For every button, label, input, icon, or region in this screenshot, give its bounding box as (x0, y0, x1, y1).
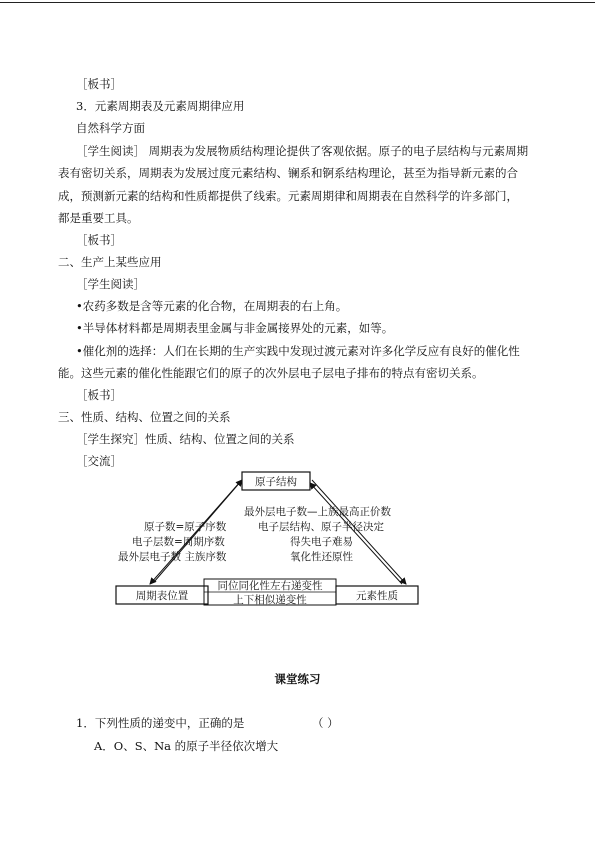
periodic-position-label: 周期表位置 (135, 590, 189, 602)
heading-natural-science: 自然科学方面 (76, 121, 145, 135)
section-heading-relationships: 三、性质、结构、位置之间的关系 (58, 410, 231, 424)
bullet-pesticides: •农药多数是含等元素的化合物，在周期表的右上角。 (76, 299, 348, 313)
heading-periodic-table-application: 3．元素周期表及元素周期律应用 (76, 99, 245, 113)
label-redox: 氧化性还原性 (290, 551, 353, 563)
board-note-2: ［板书］ (76, 233, 122, 247)
bullet-semiconductors: •半导体材料都是周期表里金属与非金属接界处的元素，如等。 (76, 321, 394, 335)
question-1-answer-blank: （ ） (312, 716, 339, 730)
question-1-stem: 1．下列性质的递变中，正确的是 (76, 716, 245, 730)
board-note-1: ［板书］ (76, 77, 122, 91)
bullet-catalyst-line-1: •催化剂的选择：人们在长期的生产实践中发现过渡元素对许多化学反应有良好的催化性 (76, 344, 520, 358)
student-inquiry: ［学生探究］性质、结构、位置之间的关系 (76, 432, 295, 446)
label-structure-radius: 电子层结构、原子半径决定 (258, 521, 384, 533)
atomic-structure-label: 原子结构 (255, 476, 297, 488)
label-atomic-number: 原子数=原子序数 (144, 521, 227, 533)
reading-paragraph-line-2: 表有密切关系，周期表为发展过度元素结构、镧系和锕系结构理论，甚至为指导新元素的合 (58, 166, 518, 180)
page-top-rule (0, 2, 595, 3)
exercise-section-title: 课堂练习 (274, 672, 321, 686)
question-1-option-a: A．O、S、Na 的原子半径依次增大 (94, 739, 279, 753)
reading-paragraph-line-3: 成，预测新元素的结构和性质都提供了线索。元素周期律和周期表在自然科学的许多部门， (58, 189, 518, 203)
label-valence-max-valence: 最外层电子数—上族最高正价数 (244, 506, 391, 518)
label-group-trend: 上下相似递变性 (233, 594, 307, 606)
element-property-label: 元素性质 (356, 590, 398, 602)
arrow-property-to-structure (310, 483, 402, 584)
reading-paragraph-line-4: 都是重要工具。 (58, 211, 139, 225)
reading-paragraph-line-1: ［学生阅读］ 周期表为发展物质结构理论提供了客观依据。原子的电子层结构与元素周期 (76, 144, 529, 158)
exchange-label: ［交流］ (76, 454, 122, 468)
student-reading-label: ［学生阅读］ (76, 277, 145, 291)
label-shell-count: 电子层数=周期序数 (132, 536, 225, 548)
label-valence-group: 最外层电子数 主族序数 (118, 551, 227, 563)
label-period-trend: 同位同化性左右递变性 (217, 580, 323, 592)
bullet-catalyst-line-2: 能。这些元素的催化性能跟它们的原子的次外层电子层电子排布的特点有密切关系。 (58, 366, 484, 380)
board-note-3: ［板书］ (76, 388, 122, 402)
label-electron-gain-loss: 得失电子难易 (290, 536, 353, 548)
structure-position-property-diagram (112, 470, 422, 610)
section-heading-production: 二、生产上某些应用 (58, 255, 162, 269)
